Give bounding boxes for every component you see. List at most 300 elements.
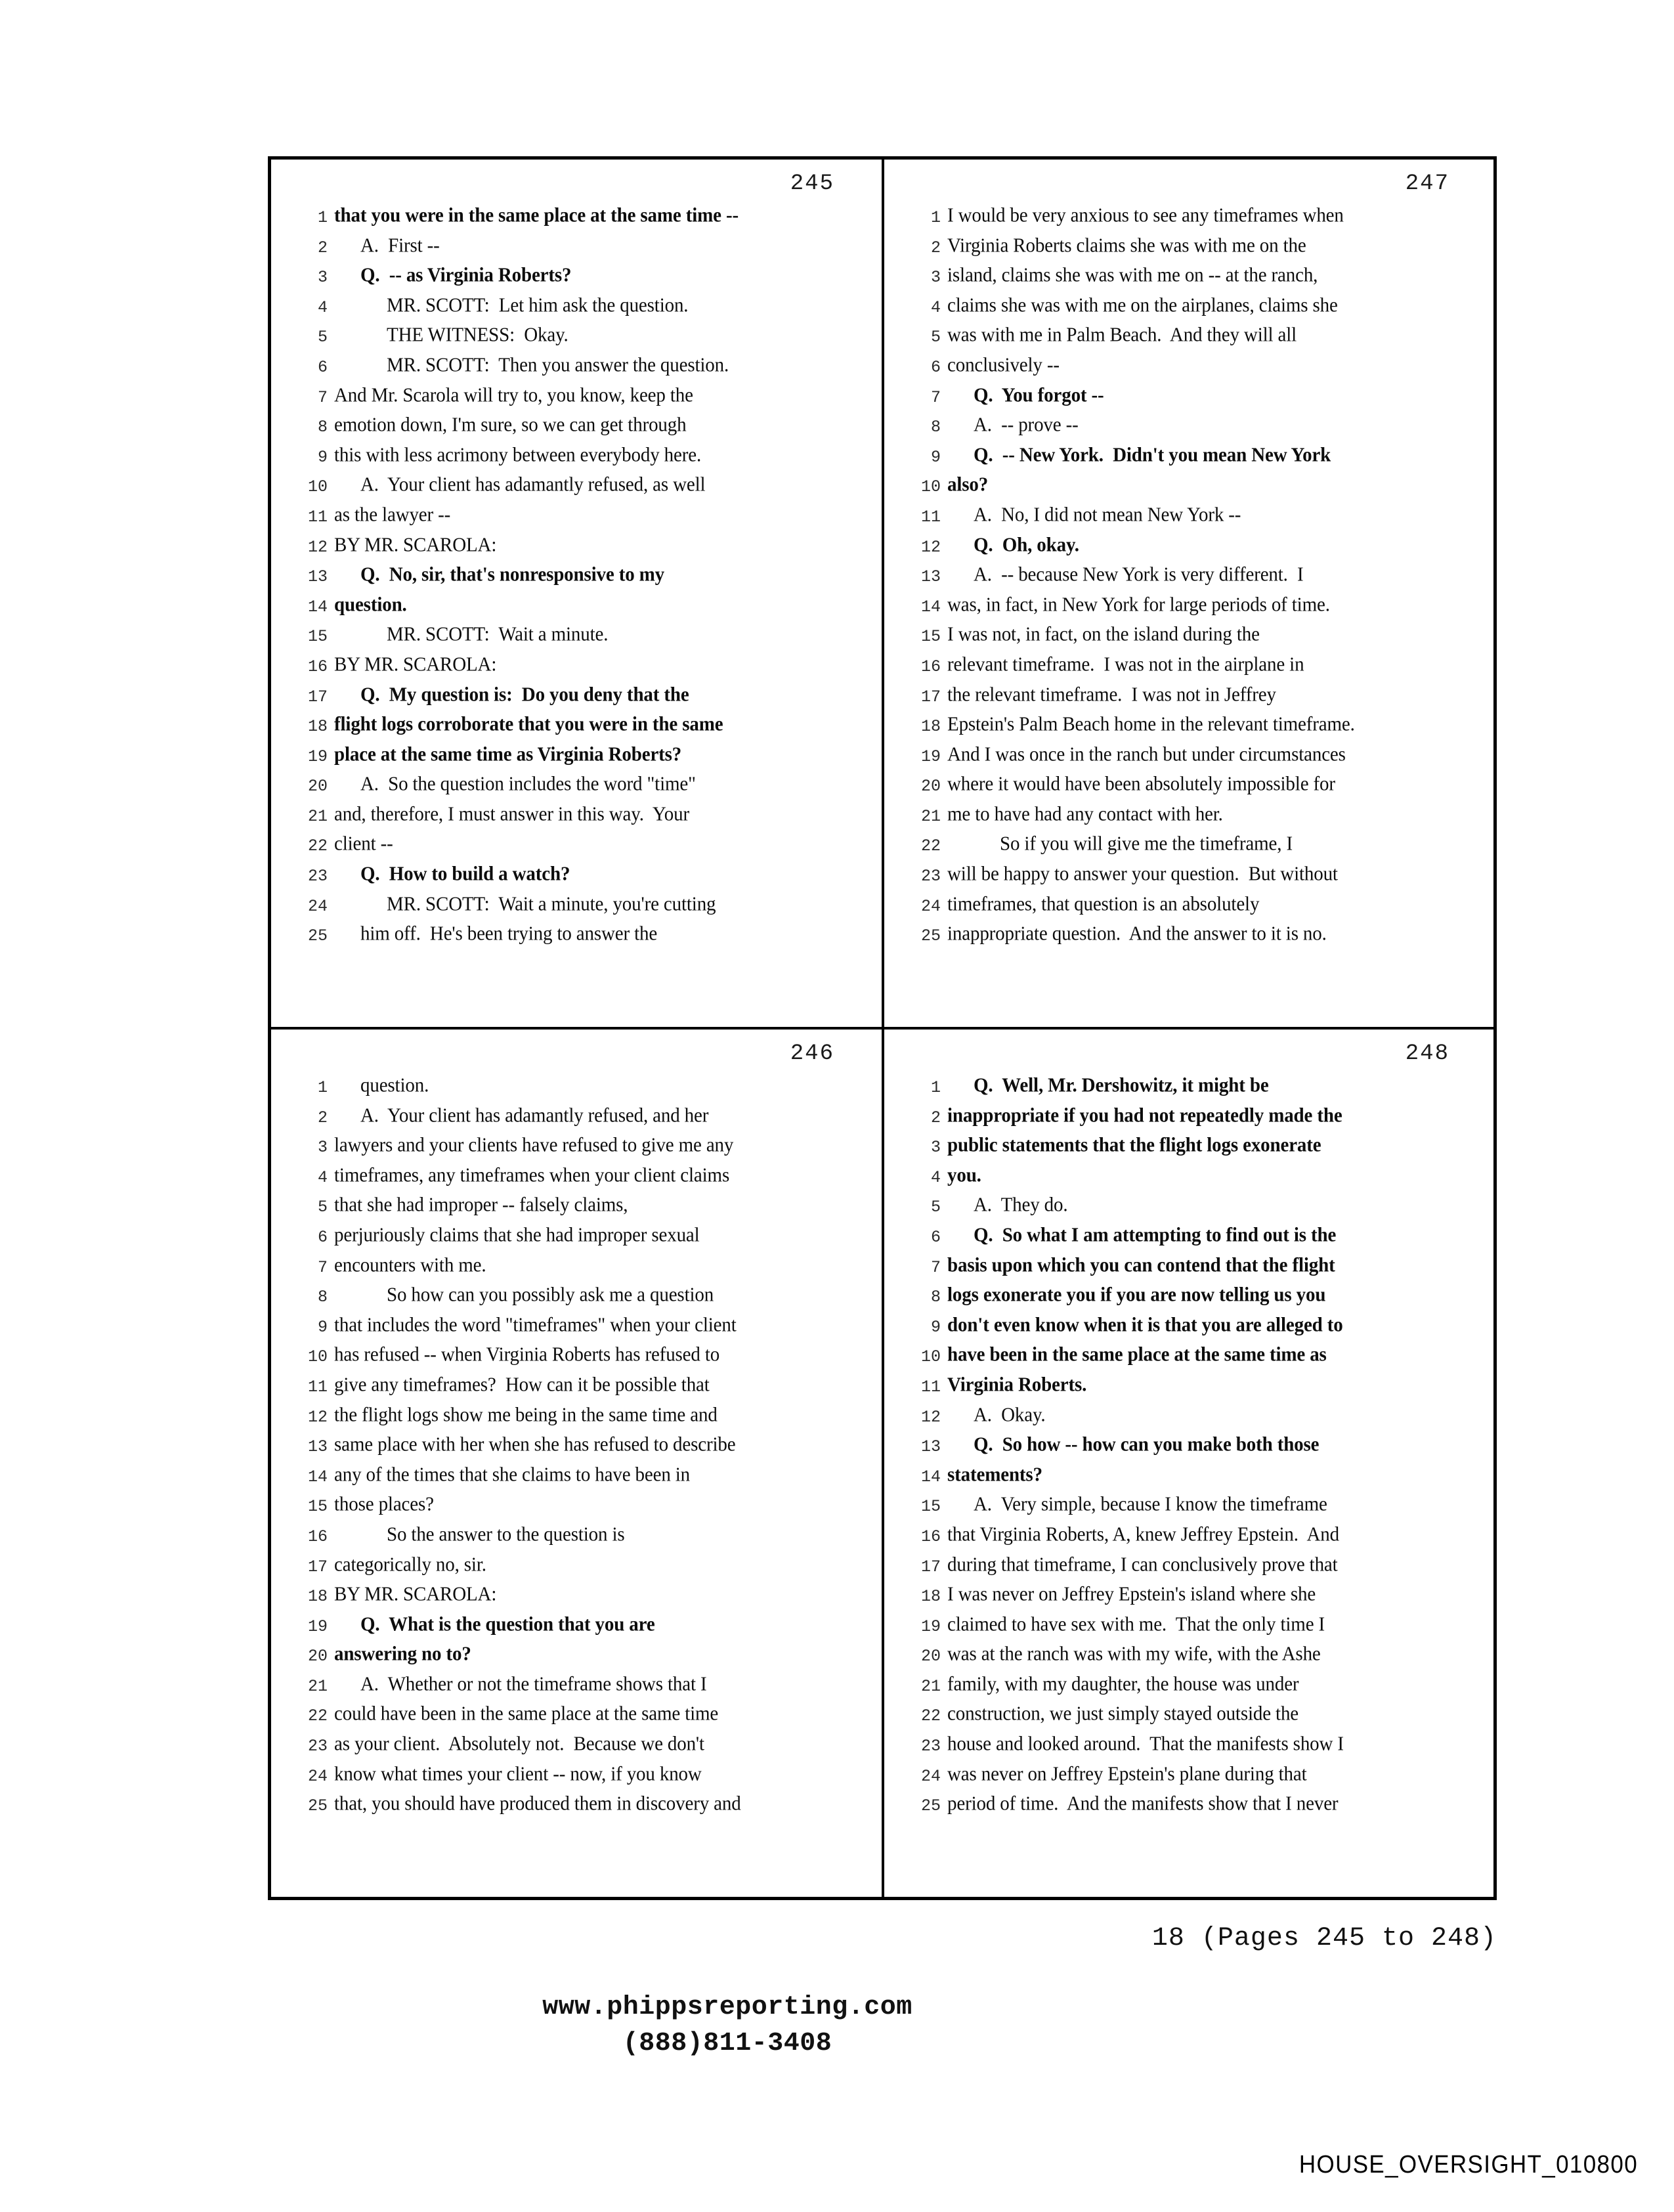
line-number: 8 (317, 418, 328, 437)
line-number: 24 (920, 1766, 941, 1786)
line-number: 4 (930, 297, 941, 317)
transcript-line (283, 1315, 882, 1345)
line-number: 6 (930, 357, 941, 377)
line-text: Q. -- New York. Didn't you mean New York (974, 443, 1331, 466)
line-text: A. So the question includes the word "time" (360, 773, 696, 796)
transcript-line (283, 1285, 882, 1315)
line-text: BY MR. SCAROLA: (334, 1583, 497, 1606)
transcript-line (283, 1764, 882, 1794)
transcript-line (896, 236, 1497, 266)
transcript-line (896, 445, 1497, 475)
line-text: that you were in the same place at the same time -- (334, 204, 739, 227)
line-number: 18 (920, 1587, 941, 1607)
transcript-line (283, 1584, 882, 1615)
line-text: basis upon which you can contend that the flight (947, 1253, 1335, 1276)
transcript-line (896, 1764, 1497, 1794)
line-text: A. Okay. (974, 1403, 1046, 1426)
line-number: 4 (317, 297, 328, 317)
line-number: 15 (307, 627, 328, 647)
line-number: 15 (920, 1497, 941, 1517)
line-text: A. No, I did not mean New York -- (974, 503, 1241, 526)
line-number: 7 (930, 1257, 941, 1277)
line-number: 15 (307, 1497, 328, 1517)
transcript-line (896, 774, 1497, 804)
line-number: 13 (307, 567, 328, 587)
transcript-line (283, 1644, 882, 1674)
transcript-line (283, 265, 882, 295)
line-number: 8 (317, 1288, 328, 1307)
line-text: inappropriate if you had not repeatedly made the (947, 1104, 1342, 1127)
line-number: 2 (317, 1108, 328, 1127)
transcript-line (283, 385, 882, 416)
line-text: Virginia Roberts. (947, 1373, 1087, 1396)
panel-page-number: 246 (790, 1041, 834, 1066)
line-text: place at the same time as Virginia Roberts? (334, 743, 682, 766)
transcript-line (896, 1345, 1497, 1375)
transcript-line (896, 1734, 1497, 1764)
line-number: 7 (317, 387, 328, 407)
transcript-line (896, 745, 1497, 775)
line-number: 1 (930, 208, 941, 227)
line-text: A. Your client has adamantly refused, as well (360, 473, 706, 496)
transcript-line (896, 1225, 1497, 1255)
line-number: 21 (307, 806, 328, 826)
line-text: him off. He's been trying to answer the (360, 922, 658, 945)
line-number: 10 (920, 477, 941, 497)
line-text: any of the times that she claims to have been in (334, 1463, 691, 1486)
line-number: 20 (307, 777, 328, 796)
line-text: MR. SCOTT: Wait a minute, you're cutting (387, 892, 716, 915)
line-text: same place with her when she has refused to describe (334, 1433, 736, 1456)
line-text: know what times your client -- now, if you know (334, 1762, 702, 1785)
line-text: also? (947, 473, 989, 496)
transcript-line (896, 624, 1497, 655)
line-text: Q. No, sir, that's nonresponsive to my (360, 563, 665, 586)
line-number: 11 (920, 507, 941, 527)
line-number: 5 (930, 328, 941, 347)
line-text: emotion down, I'm sure, so we can get through (334, 414, 687, 437)
line-number: 12 (920, 537, 941, 557)
transcript-line (896, 295, 1497, 326)
line-text: Q. My question is: Do you deny that the (360, 683, 689, 706)
line-text: So if you will give me the timeframe, I (1000, 833, 1293, 856)
line-text: lawyers and your clients have refused to give me any (334, 1134, 734, 1157)
line-text: has refused -- when Virginia Roberts has refused to (334, 1343, 720, 1366)
transcript-line (283, 206, 882, 236)
line-text: client -- (334, 833, 393, 856)
panel-page-number: 248 (1405, 1041, 1449, 1066)
line-text: conclusively -- (947, 353, 1060, 376)
line-number: 16 (307, 657, 328, 676)
line-text: statements? (947, 1463, 1042, 1486)
line-text: have been in the same place at the same time as (947, 1343, 1327, 1366)
line-text: house and looked around. That the manifests show I (947, 1733, 1344, 1756)
transcript-line (896, 565, 1497, 595)
line-number: 12 (307, 1407, 328, 1427)
line-text: A. First -- (360, 234, 440, 257)
line-number: 13 (920, 1437, 941, 1457)
transcript-line (896, 1704, 1497, 1734)
line-text: And I was once in the ranch but under circumstances (947, 743, 1346, 766)
transcript-line (283, 295, 882, 326)
transcript-line (283, 535, 882, 565)
line-text: question. (334, 593, 407, 616)
transcript-line (896, 1315, 1497, 1345)
line-text: I was not, in fact, on the island during the (947, 623, 1260, 646)
line-number: 16 (307, 1527, 328, 1546)
line-text: don't even know when it is that you are alleged to (947, 1313, 1343, 1336)
line-text: BY MR. SCAROLA: (334, 653, 497, 676)
line-number: 4 (317, 1167, 328, 1187)
transcript-line (896, 924, 1497, 954)
line-number: 6 (317, 1227, 328, 1247)
line-number: 8 (930, 1288, 941, 1307)
line-text: Q. Oh, okay. (974, 533, 1079, 556)
line-text: flight logs corroborate that you were in the same (334, 713, 723, 736)
line-text: construction, we just simply stayed outside the (947, 1702, 1299, 1725)
line-number: 15 (920, 627, 941, 647)
transcript-line (896, 1135, 1497, 1165)
transcript-line (283, 1106, 882, 1136)
line-text: Q. So what I am attempting to find out is the (974, 1223, 1337, 1246)
line-number: 22 (307, 836, 328, 856)
line-number: 17 (920, 1557, 941, 1576)
line-number: 23 (920, 1737, 941, 1756)
line-text: timeframes, any timeframes when your client claims (334, 1163, 730, 1186)
transcript-line (896, 1674, 1497, 1704)
line-number: 24 (307, 1766, 328, 1786)
line-text: was with me in Palm Beach. And they will all (947, 324, 1297, 347)
line-number: 9 (317, 1317, 328, 1337)
line-number: 21 (920, 1676, 941, 1696)
line-number: 6 (930, 1227, 941, 1247)
transcript-line (896, 1405, 1497, 1435)
line-text: MR. SCOTT: Then you answer the question. (387, 353, 729, 376)
transcript-line (896, 325, 1497, 355)
transcript-lines (884, 1075, 1497, 1824)
transcript-line (896, 1584, 1497, 1615)
line-number: 21 (920, 806, 941, 826)
line-text: MR. SCOTT: Wait a minute. (387, 623, 609, 646)
line-text: question. (360, 1074, 429, 1096)
transcript-line (283, 1734, 882, 1764)
line-number: 5 (317, 328, 328, 347)
transcript-line (283, 1615, 882, 1645)
transcript-line (283, 1405, 882, 1435)
line-number: 3 (317, 268, 328, 288)
transcript-line (283, 1375, 882, 1405)
transcript-lines (271, 1075, 882, 1824)
line-text: So the answer to the question is (387, 1523, 625, 1546)
line-text: and, therefore, I must answer in this way. Your (334, 802, 690, 825)
line-number: 6 (317, 357, 328, 377)
line-text: logs exonerate you if you are now telling us you (947, 1284, 1326, 1307)
line-number: 3 (317, 1138, 328, 1158)
transcript-line (896, 714, 1497, 745)
transcript-line (896, 655, 1497, 685)
line-number: 2 (317, 238, 328, 257)
line-text: that, you should have produced them in discovery and (334, 1792, 741, 1815)
transcript-line (283, 924, 882, 954)
line-number: 13 (307, 1437, 328, 1457)
line-text: inappropriate question. And the answer to it is no. (947, 922, 1327, 945)
transcript-line (283, 714, 882, 745)
line-text: Q. What is the question that you are (360, 1613, 655, 1636)
line-text: A. -- because New York is very different. I (974, 563, 1304, 586)
line-number: 22 (920, 1706, 941, 1726)
transcript-line (896, 1255, 1497, 1286)
line-text: island, claims she was with me on -- at the ranch, (947, 264, 1318, 287)
line-number: 25 (307, 926, 328, 946)
line-number: 13 (920, 567, 941, 587)
line-number: 5 (317, 1198, 328, 1217)
line-text: Q. -- as Virginia Roberts? (360, 264, 572, 287)
line-number: 9 (930, 447, 941, 467)
line-number: 11 (307, 507, 328, 527)
line-text: And Mr. Scarola will try to, you know, keep the (334, 383, 693, 406)
line-number: 10 (307, 1347, 328, 1367)
line-number: 22 (920, 836, 941, 856)
transcript-line (283, 236, 882, 266)
transcript-line (896, 1615, 1497, 1645)
transcript-line (283, 1195, 882, 1225)
transcript-line (283, 894, 882, 924)
line-text: MR. SCOTT: Let him ask the question. (387, 293, 689, 316)
line-number: 2 (930, 238, 941, 257)
line-number: 14 (920, 1467, 941, 1486)
line-number: 23 (920, 867, 941, 886)
line-number: 17 (307, 687, 328, 706)
court-reporter-footer (268, 1993, 1187, 2058)
transcript-line (896, 685, 1497, 715)
transcript-line (283, 864, 882, 894)
line-number: 12 (307, 537, 328, 557)
transcript-line (283, 1494, 882, 1525)
transcript-line (283, 475, 882, 505)
line-number: 8 (930, 418, 941, 437)
line-text: as your client. Absolutely not. Because we don't (334, 1733, 704, 1756)
line-text: I was never on Jeffrey Epstein's island where she (947, 1583, 1316, 1606)
panel-page-number: 247 (1405, 171, 1449, 196)
pages-range-label: 18 (Pages 245 to 248) (1151, 1924, 1497, 1953)
transcript-line (896, 385, 1497, 416)
transcript-line (283, 624, 882, 655)
transcript-panel-248 (884, 1030, 1497, 1900)
line-text: relevant timeframe. I was not in the airplane in (947, 653, 1304, 676)
line-text: was, in fact, in New York for large periods of time. (947, 593, 1330, 616)
transcript-line (283, 1165, 882, 1196)
transcript-line (896, 1494, 1497, 1525)
transcript-line (896, 804, 1497, 835)
transcript-line (283, 804, 882, 835)
transcript-lines (271, 206, 882, 954)
transcript-line (896, 1465, 1497, 1495)
line-number: 18 (307, 717, 328, 737)
line-text: A. -- prove -- (974, 414, 1079, 437)
line-number: 24 (307, 896, 328, 916)
line-number: 24 (920, 896, 941, 916)
reporter-phone: (888)811-3408 (622, 2029, 832, 2058)
line-text: where it would have been absolutely impossible for (947, 773, 1335, 796)
panel-page-number: 245 (790, 171, 834, 196)
line-number: 14 (307, 1467, 328, 1486)
line-text: categorically no, sir. (334, 1553, 486, 1576)
line-text: encounters with me. (334, 1253, 486, 1276)
transcript-line (283, 1135, 882, 1165)
transcript-line (283, 1345, 882, 1375)
line-number: 5 (930, 1198, 941, 1217)
line-text: family, with my daughter, the house was under (947, 1672, 1299, 1695)
line-text: the relevant timeframe. I was not in Jeffrey (947, 683, 1276, 706)
line-number: 14 (920, 597, 941, 617)
line-text: Q. Well, Mr. Dershowitz, it might be (974, 1074, 1269, 1096)
line-text: Q. So how -- how can you make both those (974, 1433, 1320, 1456)
line-number: 20 (920, 777, 941, 796)
transcript-line (896, 1106, 1497, 1136)
transcript-panel-246 (271, 1030, 882, 1900)
transcript-line (896, 1555, 1497, 1585)
line-number: 3 (930, 268, 941, 288)
transcript-line (283, 355, 882, 385)
line-number: 1 (317, 1078, 328, 1097)
line-text: could have been in the same place at the same time (334, 1702, 719, 1725)
transcript-line (283, 685, 882, 715)
transcript-line (283, 1794, 882, 1824)
transcript-line (896, 1375, 1497, 1405)
line-text: A. Very simple, because I know the timeframe (974, 1493, 1327, 1516)
line-number: 25 (307, 1796, 328, 1816)
line-text: A. Whether or not the timeframe shows that I (360, 1672, 707, 1695)
line-text: the flight logs show me being in the same time and (334, 1403, 718, 1426)
transcript-line (283, 1435, 882, 1465)
line-number: 20 (920, 1647, 941, 1666)
line-text: will be happy to answer your question. But without (947, 863, 1338, 886)
line-number: 11 (307, 1377, 328, 1397)
transcript-panel-247 (884, 160, 1497, 1027)
line-text: during that timeframe, I can conclusively prove that (947, 1553, 1338, 1576)
line-text: answering no to? (334, 1643, 471, 1666)
line-text: you. (947, 1163, 981, 1186)
line-text: So how can you possibly ask me a question (387, 1284, 714, 1307)
line-number: 25 (920, 926, 941, 946)
line-number: 7 (317, 1257, 328, 1277)
line-text: claimed to have sex with me. That the only time I (947, 1613, 1325, 1636)
line-number: 16 (920, 1527, 941, 1546)
line-text: was at the ranch was with my wife, with the Ashe (947, 1643, 1321, 1666)
line-number: 17 (920, 687, 941, 706)
line-text: A. Your client has adamantly refused, and her (360, 1104, 709, 1127)
line-text: Q. You forgot -- (974, 383, 1104, 406)
transcript-line (283, 655, 882, 685)
transcript-line (283, 505, 882, 535)
line-number: 12 (920, 1407, 941, 1427)
transcript-line (283, 745, 882, 775)
transcript-line (896, 206, 1497, 236)
transcript-line (283, 565, 882, 595)
line-number: 10 (920, 1347, 941, 1367)
line-number: 17 (307, 1557, 328, 1576)
line-text: claims she was with me on the airplanes, claims she (947, 293, 1338, 316)
transcript-line (283, 1255, 882, 1286)
line-number: 1 (930, 1078, 941, 1097)
transcript-line (283, 1465, 882, 1495)
line-text: give any timeframes? How can it be possible that (334, 1373, 710, 1396)
line-text: period of time. And the manifests show that I never (947, 1792, 1339, 1815)
line-text: THE WITNESS: Okay. (387, 324, 569, 347)
line-number: 14 (307, 597, 328, 617)
transcript-line (896, 1435, 1497, 1465)
transcript-line (283, 1225, 882, 1255)
transcript-line (896, 864, 1497, 894)
transcript-line (896, 535, 1497, 565)
transcript-line (896, 1285, 1497, 1315)
line-number: 4 (930, 1167, 941, 1187)
line-number: 10 (307, 477, 328, 497)
transcript-line (283, 1674, 882, 1704)
line-number: 23 (307, 867, 328, 886)
transcript-line (283, 595, 882, 625)
line-text: public statements that the flight logs exonerate (947, 1134, 1321, 1157)
line-number: 25 (920, 1796, 941, 1816)
line-text: Virginia Roberts claims she was with me on the (947, 234, 1306, 257)
line-text: perjuriously claims that she had improper sexual (334, 1223, 700, 1246)
transcript-line (896, 1644, 1497, 1674)
line-number: 19 (920, 747, 941, 766)
transcript-line (896, 1525, 1497, 1555)
transcript-line (283, 445, 882, 475)
line-number: 16 (920, 657, 941, 676)
line-number: 19 (307, 1616, 328, 1636)
transcript-lines (884, 206, 1497, 954)
line-text: that Virginia Roberts, A, knew Jeffrey Epstein. And (947, 1523, 1339, 1546)
line-text: A. They do. (974, 1194, 1068, 1217)
transcript-line (896, 1165, 1497, 1196)
line-text: that includes the word "timeframes" when your client (334, 1313, 737, 1336)
transcript-panel-245 (271, 160, 882, 1027)
bates-stamp: HOUSE_OVERSIGHT_010800 (1298, 2151, 1638, 2179)
transcript-line (896, 265, 1497, 295)
transcript-line (896, 505, 1497, 535)
line-number: 9 (930, 1317, 941, 1337)
line-number: 19 (920, 1616, 941, 1636)
transcript-line (283, 325, 882, 355)
line-number: 20 (307, 1647, 328, 1666)
reporter-website: www.phippsreporting.com (542, 1993, 912, 2022)
transcript-line (896, 894, 1497, 924)
line-text: those places? (334, 1493, 434, 1516)
line-number: 1 (317, 208, 328, 227)
line-number: 3 (930, 1138, 941, 1158)
transcript-line (283, 1555, 882, 1585)
line-number: 23 (307, 1737, 328, 1756)
line-text: timeframes, that question is an absolutely (947, 892, 1260, 915)
line-number: 11 (920, 1377, 941, 1397)
line-text: as the lawyer -- (334, 503, 451, 526)
transcript-line (896, 595, 1497, 625)
transcript-line (283, 415, 882, 445)
transcript-line (283, 1075, 882, 1106)
line-text: me to have had any contact with her. (947, 802, 1223, 825)
line-number: 9 (317, 447, 328, 467)
transcript-line (283, 1525, 882, 1555)
line-number: 7 (930, 387, 941, 407)
line-number: 21 (307, 1676, 328, 1696)
transcript-line (896, 355, 1497, 385)
line-number: 18 (920, 717, 941, 737)
line-number: 18 (307, 1587, 328, 1607)
transcript-line (896, 834, 1497, 864)
transcript-line (283, 1704, 882, 1734)
